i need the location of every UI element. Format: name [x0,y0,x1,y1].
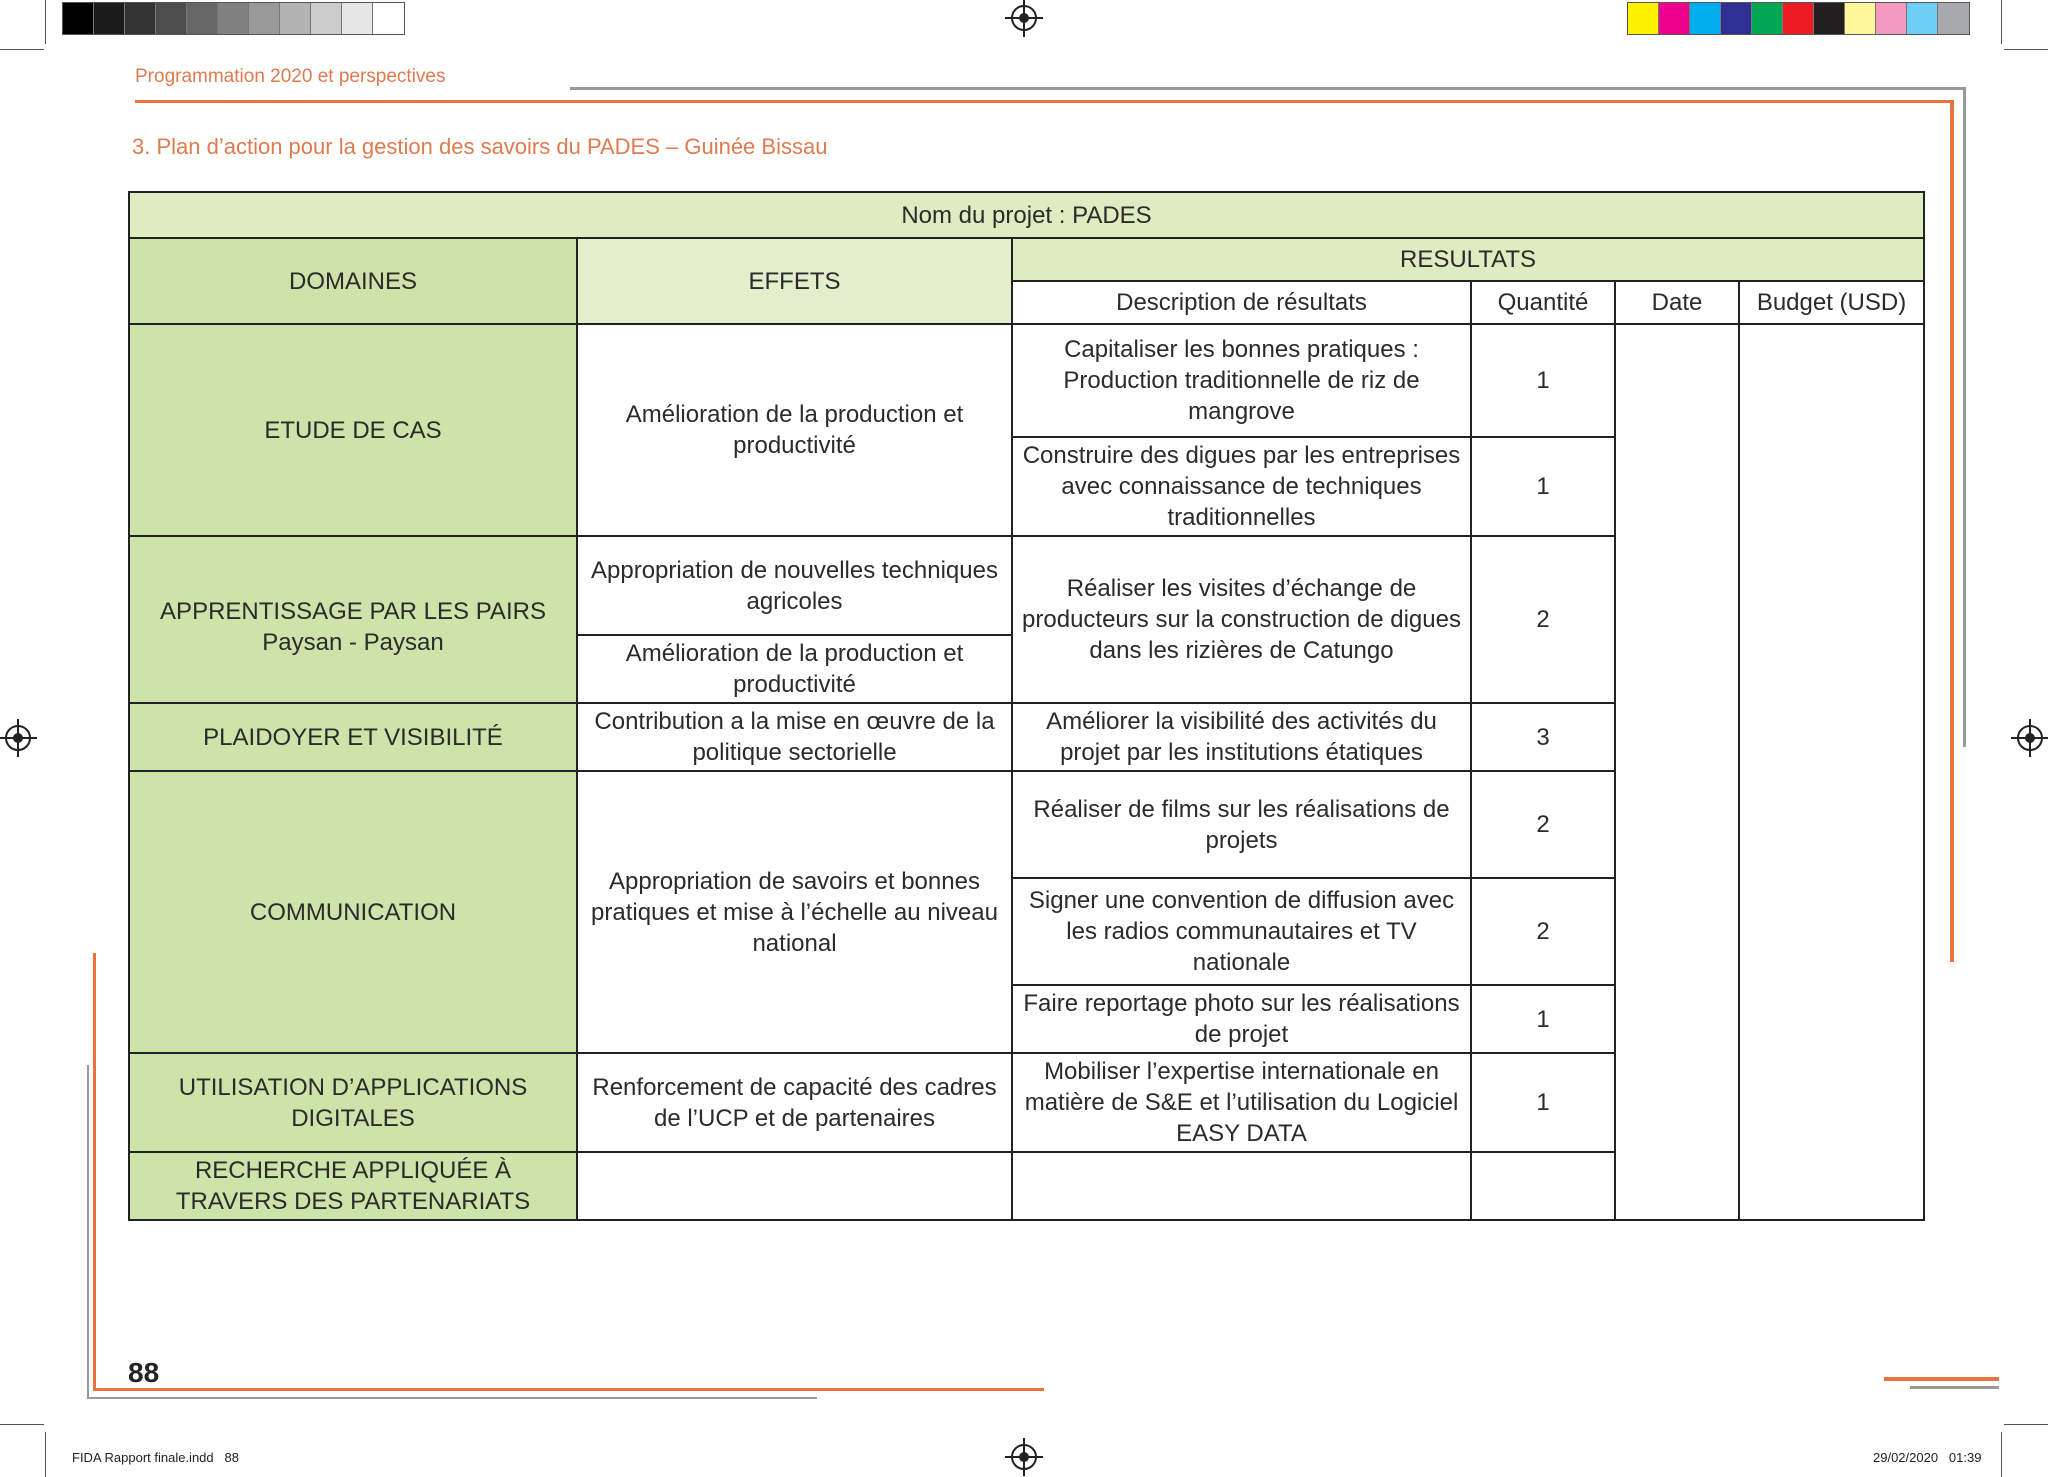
color-swatch [156,3,187,34]
color-swatch [1876,3,1907,34]
color-swatch [373,3,404,34]
result-quantity: 1 [1471,324,1615,437]
footer-gray-rule [87,1397,817,1399]
effet-recherche-empty [577,1152,1012,1220]
footer-gray-rule-vertical [87,1065,89,1397]
effet-plaidoyer: Contribution a la mise en œuvre de la politique sectorielle [577,703,1012,771]
header-quantite: Quantité [1471,281,1615,324]
registration-mark-right-icon [2017,725,2043,751]
result-description: Construire des digues par les entreprises avec connaissance de techniques traditionnelles [1012,437,1471,536]
footer-orange-rule-vertical [93,953,96,1391]
registration-mark-bottom-icon [1011,1444,1037,1470]
header-orange-rule-vertical [1950,100,1954,962]
result-description: Améliorer la visibilité des activités du projet par les institutions étatiques [1012,703,1471,771]
color-swatch [280,3,311,34]
color-swatch [1659,3,1690,34]
domain-apprentissage-line2: Paysan - Paysan [262,628,444,656]
result-quantity: 1 [1471,985,1615,1053]
domain-communication: COMMUNICATION [129,771,577,1053]
result-quantity: 3 [1471,703,1615,771]
crop-mark [2004,1424,2048,1425]
header-gray-rule-vertical [1963,87,1966,747]
color-swatch [1845,3,1876,34]
color-swatch [187,3,218,34]
result-description: Réaliser les visites d’échange de producteurs sur la construction de digues dans les rizières de Catungo [1012,536,1471,703]
header-date: Date [1615,281,1739,324]
section-title: 3. Plan d’action pour la gestion des savoirs du PADES – Guinée Bissau [132,134,828,159]
registration-mark-left-icon [5,725,31,751]
footer-gray-accent [1910,1386,1999,1389]
effet-etude-de-cas: Amélioration de la production et productivité [577,324,1012,536]
result-quantity-empty [1471,1152,1615,1220]
effet-communication: Appropriation de savoirs et bonnes pratiques et mise à l’échelle au niveau national [577,771,1012,1053]
crop-mark [45,0,46,44]
color-swatch [125,3,156,34]
result-quantity: 2 [1471,771,1615,878]
result-description: Faire reportage photo sur les réalisations de projet [1012,985,1471,1053]
domain-plaidoyer-et-visibilite: PLAIDOYER ET VISIBILITÉ [129,703,577,771]
domain-apprentissage-par-les-pairs [129,536,577,703]
domain-etude-de-cas: ETUDE DE CAS [129,324,577,536]
domain-recherche-appliquee: RECHERCHE APPLIQUÉE À TRAVERS DES PARTENARIATS [129,1152,577,1220]
header-domaines: DOMAINES [129,238,577,324]
action-plan-table [128,191,1925,1221]
crop-mark [0,49,44,50]
crop-mark [45,1432,46,1477]
crop-mark [0,1424,44,1425]
effet-apprentissage-1: Appropriation de nouvelles techniques agricoles [577,536,1012,635]
footer-timestamp: 29/02/2020 01:39 [1873,1450,1982,1465]
page-number: 88 [128,1357,160,1388]
header-gray-rule [570,87,1965,90]
result-quantity: 1 [1471,1053,1615,1152]
header-orange-rule [135,100,1953,103]
running-head: Programmation 2020 et perspectives [135,66,446,87]
color-swatch [1783,3,1814,34]
color-swatch [1628,3,1659,34]
footer-orange-rule [93,1388,1044,1391]
domain-applications-digitales: UTILISATION D’APPLICATIONS DIGITALES [129,1053,577,1152]
crop-mark [2001,1432,2002,1477]
crop-mark [2001,0,2002,44]
result-quantity: 2 [1471,878,1615,985]
result-description-empty [1012,1152,1471,1220]
effet-apprentissage-2: Amélioration de la production et productivité [577,635,1012,703]
domain-apprentissage-line1: APPRENTISSAGE PAR LES PAIRS [160,597,546,625]
result-description: Mobiliser l’expertise internationale en matière de S&E et l’utilisation du Logiciel EASY DATA [1012,1053,1471,1152]
grayscale-calibration-bar [62,2,405,35]
color-swatch [311,3,342,34]
project-name-header: Nom du projet : PADES [129,192,1924,238]
registration-mark-top-icon [1011,5,1037,31]
result-description: Réaliser de films sur les réalisations de projets [1012,771,1471,878]
footer-orange-accent [1884,1377,1999,1381]
header-effets: EFFETS [577,238,1012,324]
color-swatch [249,3,280,34]
header-budget: Budget (USD) [1739,281,1924,324]
result-quantity: 2 [1471,536,1615,703]
crop-mark [2004,49,2048,50]
color-swatch [1907,3,1938,34]
color-swatch [1814,3,1845,34]
color-swatch [218,3,249,34]
result-description: Signer une convention de diffusion avec les radios communautaires et TV nationale [1012,878,1471,985]
color-swatch [1690,3,1721,34]
color-swatch [94,3,125,34]
color-swatch [1721,3,1752,34]
color-swatch [1752,3,1783,34]
color-swatch [63,3,94,34]
color-swatch [1938,3,1969,34]
result-description: Capitaliser les bonnes pratiques : Production traditionnelle de riz de mangrove [1012,324,1471,437]
color-calibration-bar [1627,2,1970,35]
budget-column-cell [1739,324,1924,1220]
color-swatch [342,3,373,34]
header-description: Description de résultats [1012,281,1471,324]
effet-digitales: Renforcement de capacité des cadres de l’UCP et de partenaires [577,1053,1012,1152]
date-column-cell [1615,324,1739,1220]
header-resultats: RESULTATS [1012,238,1924,281]
footer-file-label: FIDA Rapport finale.indd 88 [72,1450,239,1465]
result-quantity: 1 [1471,437,1615,536]
